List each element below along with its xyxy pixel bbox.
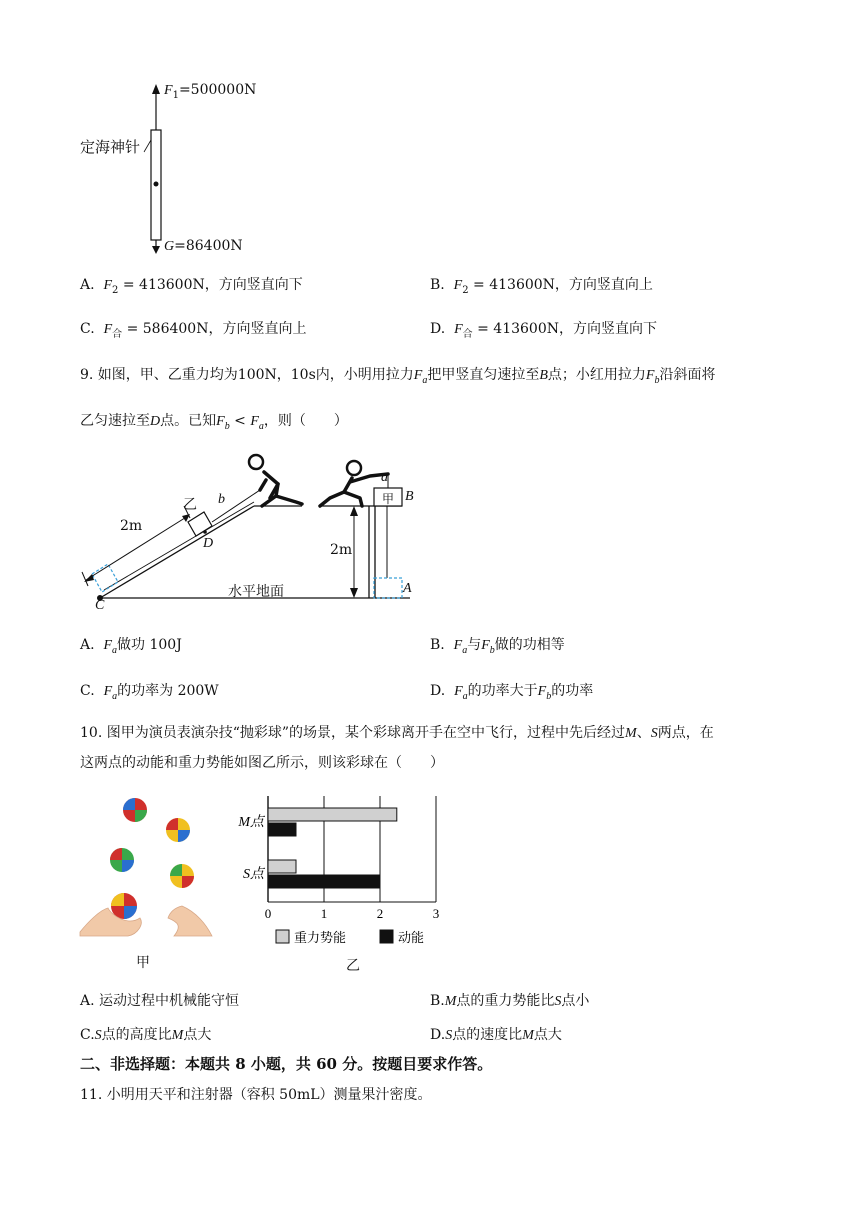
label-point-d: D <box>203 536 214 551</box>
q8-option-d[interactable]: D. $F_合 = 413600N$，方向竖直向下 <box>430 321 657 340</box>
q8-option-b[interactable]: B. $F_2 = 413600N$，方向竖直向上 <box>430 277 653 296</box>
q10-option-d[interactable]: D.S点的速度比M点大 <box>430 1027 562 1043</box>
gravity-label: G=86400N <box>164 238 243 254</box>
ball-icon <box>110 848 134 872</box>
legend-swatch <box>380 930 393 943</box>
q9-stem-line1: 9. 如图，甲、乙重力均为100N，10s内，小明用拉力$F_a$把甲竖直匀速拉至B点；小红用拉力$F_b$沿斜面将 <box>80 367 716 386</box>
label-height: 2m <box>330 542 353 558</box>
f1-label: $F_1=500000N$ <box>164 82 257 101</box>
q10-option-b[interactable]: B.M点的重力势能比S点小 <box>430 993 590 1009</box>
label-point-a: A <box>403 581 412 596</box>
label-slope-length: 2m <box>120 518 143 534</box>
label-box-yi: 乙 <box>183 497 197 513</box>
label-point-b: B <box>405 489 414 504</box>
q8-option-c[interactable]: C. $F_合 = 586400N$，方向竖直向上 <box>80 321 307 340</box>
tick-label: 1 <box>320 906 328 921</box>
q9-option-b[interactable]: B. $F_a$与$F_b$做的功相等 <box>430 637 565 656</box>
q9-option-c[interactable]: C. $F_a$的功率为 200W <box>80 683 219 702</box>
q11-stem: 11. 小明用天平和注射器（容积 50mL）测量果汁密度。 <box>80 1087 432 1103</box>
category-label: S点 <box>243 867 264 882</box>
legend-swatch <box>276 930 289 943</box>
bar-potential-1 <box>268 860 296 873</box>
energy-bar-chart <box>226 790 456 950</box>
q8-option-a[interactable]: A. $F_2 = 413600N$，方向竖直向下 <box>80 277 303 296</box>
ball-icon <box>111 893 137 919</box>
ball-icon <box>166 818 190 842</box>
q10-stem-line1: 10. 图甲为演员表演杂技“抛彩球”的场景，某个彩球离开手在空中飞行，过程中先后经过M、S两点，在 <box>80 725 714 741</box>
object-label: 定海神针 <box>80 138 141 156</box>
q9-stem-line2: 乙匀速拉至D点。已知$F_b < F_a$，则（ ） <box>80 413 348 432</box>
bar-kinetic-0 <box>268 823 296 836</box>
label-box-jia: 甲 <box>382 492 395 506</box>
category-label: M点 <box>238 815 264 830</box>
label-rope-b: b <box>218 492 225 507</box>
legend-label: 重力势能 <box>294 930 347 945</box>
q9-option-a[interactable]: A. $F_a$做功 100J <box>80 637 182 656</box>
bar-potential-0 <box>268 808 397 821</box>
ball-icon <box>123 798 147 822</box>
tick-label: 2 <box>376 906 384 921</box>
tick-label: 0 <box>264 906 272 921</box>
section-heading: 二、非选择题：本题共 8 小题，共 60 分。按题目要求作答。 <box>80 1055 493 1073</box>
q10-option-c[interactable]: C.S点的高度比M点大 <box>80 1027 212 1043</box>
hand-icon <box>168 906 212 936</box>
figure-q10-juggling <box>78 790 218 938</box>
label-rope-a: a <box>381 470 388 485</box>
q10-stem-line2: 这两点的动能和重力势能如图乙所示，则该彩球在（ ） <box>80 755 444 771</box>
tick-label: 3 <box>432 906 440 921</box>
figure-q8-force-diagram <box>70 78 270 258</box>
ball-icon <box>170 864 194 888</box>
label-point-c: C <box>95 598 105 613</box>
q10-option-a[interactable]: A. 运动过程中机械能守恒 <box>80 993 240 1009</box>
caption-jia: 甲 <box>136 955 150 971</box>
q9-option-d[interactable]: D. $F_a$的功率大于$F_b$的功率 <box>430 683 594 702</box>
bar-kinetic-1 <box>268 875 380 888</box>
caption-yi: 乙 <box>346 958 360 974</box>
legend-label: 动能 <box>398 930 425 945</box>
label-ground: 水平地面 <box>228 584 284 600</box>
